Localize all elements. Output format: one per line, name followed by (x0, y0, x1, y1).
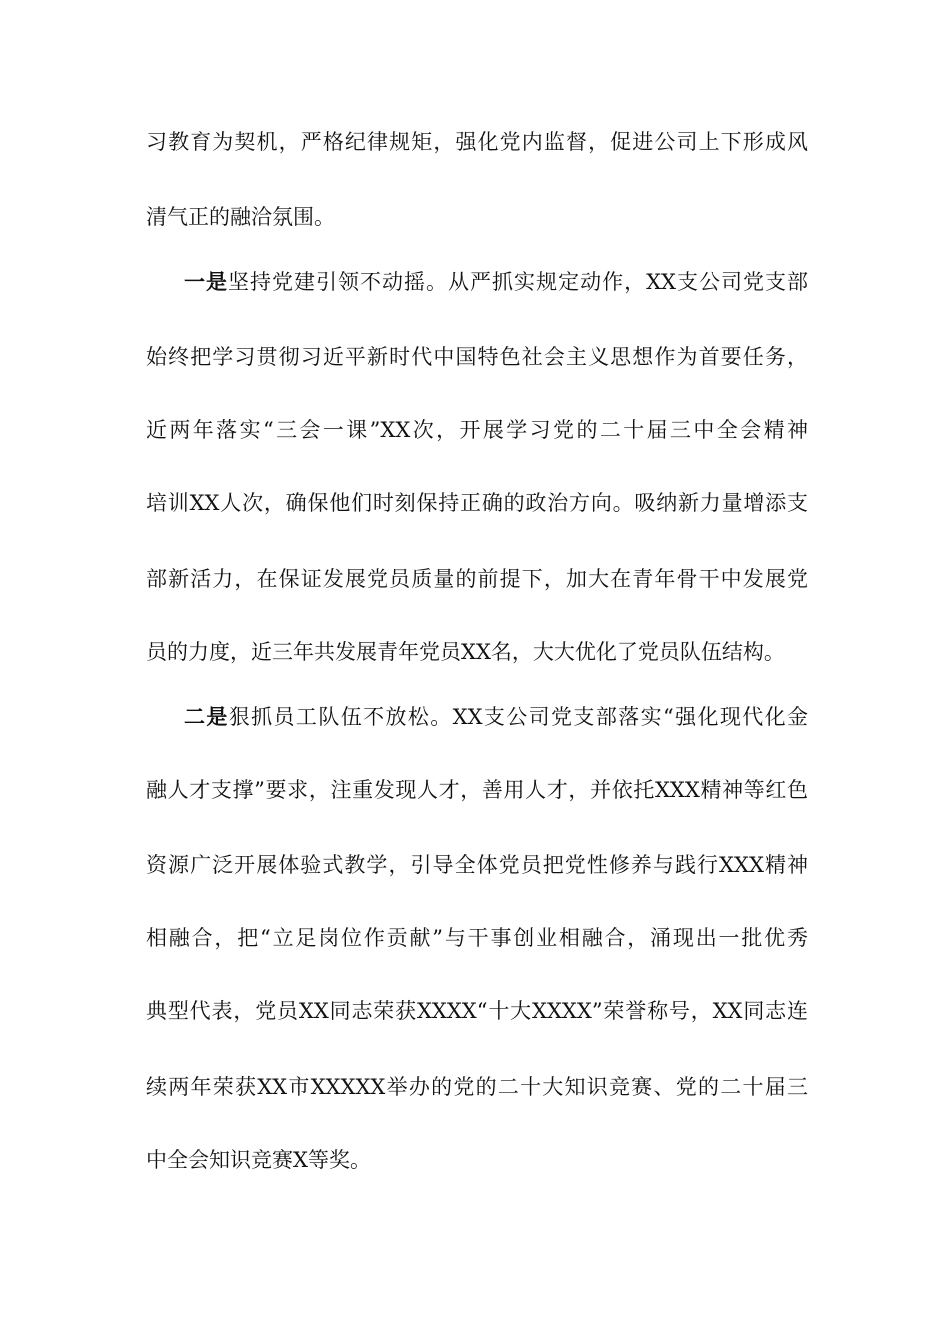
text-line: 近两年落实“三会一课”XX次，开展学习党的二十届三中全会精神 (146, 418, 808, 442)
text-line: 清气正的融洽氛围。 (146, 205, 335, 229)
text-line: 始终把学习贯彻习近平新时代中国特色社会主义思想作为首要任务， (146, 345, 808, 369)
paragraph-two-heading-text: 狠抓员工队伍不放松。XX支公司党支部落实“强化现代化金 (228, 705, 809, 729)
text-line: 续两年荣获XX市XXXXX举办的党的二十大知识竞赛、党的二十届三 (146, 1075, 808, 1099)
paragraph-one-heading-text: 坚持党建引领不动摇。从严抓实规定动作，XX支公司党支部 (228, 270, 809, 294)
text-line: 习教育为契机，严格纪律规矩，强化党内监督，促进公司上下形成风 (146, 130, 808, 154)
text-line: 员的力度，近三年共发展青年党员XX名，大大优化了党员队伍结构。 (146, 640, 785, 664)
text-line: 资源广泛开展体验式教学，引导全体党员把党性修养与践行XXX精神 (146, 853, 808, 877)
text-line: 中全会知识竞赛X等奖。 (146, 1148, 371, 1172)
paragraph-one-lead: 一是 (184, 269, 229, 294)
text-line: 相融合，把“立足岗位作贡献”与干事创业相融合，涌现出一批优秀 (146, 926, 808, 950)
paragraph-two-lead: 二是 (184, 704, 229, 729)
paragraph-one-first-line (184, 268, 808, 296)
text-line: 融人才支撑”要求，注重发现人才，善用人才，并依托XXX精神等红色 (146, 778, 808, 802)
paragraph-two-first-line (184, 703, 808, 731)
text-line: 部新活力，在保证发展党员质量的前提下，加大在青年骨干中发展党 (146, 567, 808, 591)
text-line: 典型代表，党员XX同志荣获XXXX“十大XXXX”荣誉称号，XX同志连 (146, 999, 808, 1023)
text-line: 培训XX人次，确保他们时刻保持正确的政治方向。吸纳新力量增添支 (146, 491, 808, 515)
